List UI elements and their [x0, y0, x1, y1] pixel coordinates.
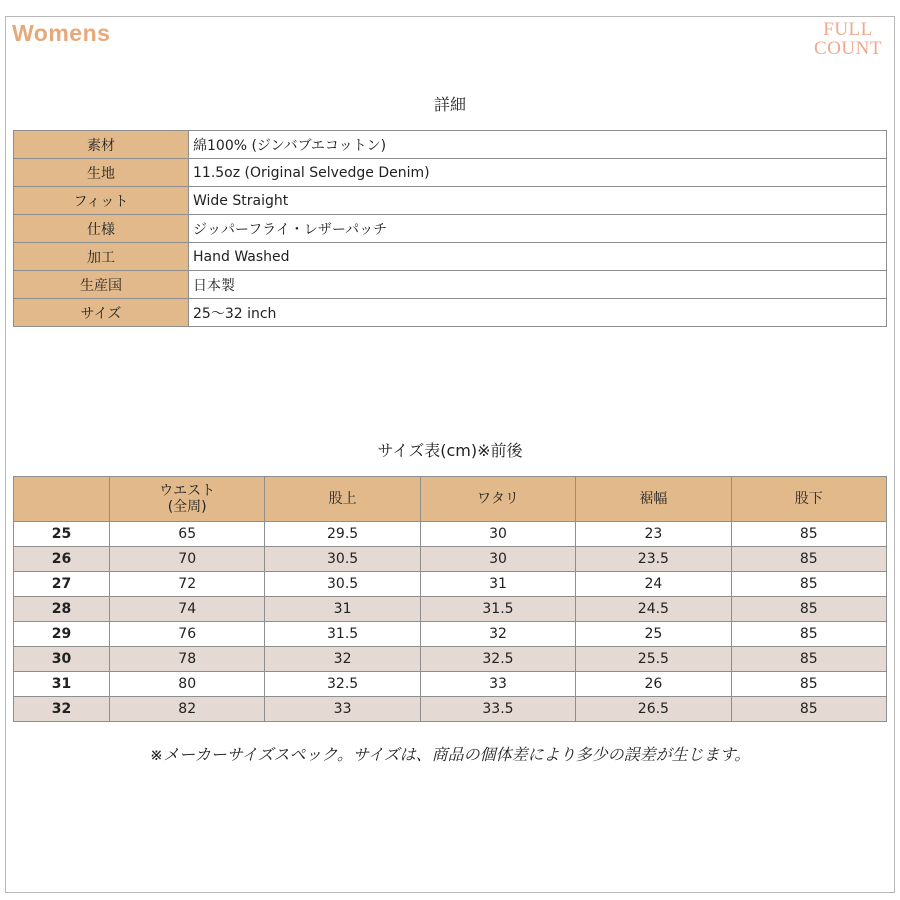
size-value-cell: 24	[576, 572, 731, 597]
details-label: 素材	[14, 131, 189, 159]
header-text-line: 股上	[328, 491, 357, 507]
details-label: 生産国	[14, 271, 189, 299]
size-value-cell: 74	[110, 597, 265, 622]
details-value: 25〜32 inch	[189, 299, 887, 327]
size-table-header-cell	[110, 477, 265, 522]
header-text-line: ウエスト	[159, 483, 216, 499]
size-table-row	[14, 597, 887, 622]
details-row	[14, 159, 887, 187]
logo-line-2: COUNT	[814, 38, 882, 59]
size-value-cell: 30	[420, 547, 575, 572]
size-table-row	[14, 647, 887, 672]
size-value-cell: 24.5	[576, 597, 731, 622]
size-disclaimer-note: ※メーカーサイズスペック。サイズは、商品の個体差により多少の誤差が生じます。	[149, 745, 751, 764]
size-table-row	[14, 672, 887, 697]
size-table-row	[14, 522, 887, 547]
size-table-row	[14, 622, 887, 647]
size-value-cell: 31.5	[265, 622, 420, 647]
size-value-cell: 80	[110, 672, 265, 697]
size-label-cell: 30	[14, 647, 110, 672]
details-row	[14, 187, 887, 215]
size-value-cell: 26	[576, 672, 731, 697]
size-table-header-cell	[576, 477, 731, 522]
logo-line-1: FULL	[823, 19, 873, 40]
details-value: 11.5oz (Original Selvedge Denim)	[189, 159, 887, 187]
size-value-cell: 29.5	[265, 522, 420, 547]
size-value-cell: 31.5	[420, 597, 575, 622]
header-text-line: 裾幅	[639, 491, 668, 507]
details-row	[14, 299, 887, 327]
size-value-cell: 72	[110, 572, 265, 597]
details-row	[14, 271, 887, 299]
size-table-row	[14, 547, 887, 572]
size-label-cell: 31	[14, 672, 110, 697]
details-label: 仕様	[14, 215, 189, 243]
details-value: ジッパーフライ・レザーパッチ	[189, 215, 887, 243]
size-value-cell: 70	[110, 547, 265, 572]
size-value-cell: 82	[110, 697, 265, 722]
size-label-cell: 28	[14, 597, 110, 622]
size-value-cell: 32	[265, 647, 420, 672]
size-label-cell: 29	[14, 622, 110, 647]
size-value-cell: 32	[420, 622, 575, 647]
size-value-cell: 30.5	[265, 572, 420, 597]
size-value-cell: 85	[731, 622, 886, 647]
size-value-cell: 25.5	[576, 647, 731, 672]
size-label-cell: 27	[14, 572, 110, 597]
size-table	[13, 476, 887, 722]
size-value-cell: 78	[110, 647, 265, 672]
size-value-cell: 85	[731, 647, 886, 672]
size-label-cell: 32	[14, 697, 110, 722]
size-table-row	[14, 572, 887, 597]
details-row	[14, 243, 887, 271]
size-value-cell: 30.5	[265, 547, 420, 572]
brand-label: Womens	[12, 20, 111, 46]
size-value-cell: 25	[576, 622, 731, 647]
size-value-cell: 85	[731, 547, 886, 572]
details-label: サイズ	[14, 299, 189, 327]
size-table-header-cell	[14, 477, 110, 522]
size-value-cell: 33	[420, 672, 575, 697]
details-value: 日本製	[189, 271, 887, 299]
size-value-cell: 33	[265, 697, 420, 722]
size-value-cell: 31	[420, 572, 575, 597]
details-table	[13, 130, 887, 327]
size-value-cell: 23.5	[576, 547, 731, 572]
size-value-cell: 30	[420, 522, 575, 547]
size-value-cell: 76	[110, 622, 265, 647]
size-table-header-cell	[265, 477, 420, 522]
header-text-line: ワタリ	[477, 491, 519, 507]
size-label-cell: 26	[14, 547, 110, 572]
header-text-line: 股下	[794, 491, 823, 507]
details-heading: 詳細	[433, 95, 466, 114]
size-value-cell: 32.5	[265, 672, 420, 697]
size-table-heading: サイズ表(cm)※前後	[377, 441, 523, 460]
size-value-cell: 85	[731, 672, 886, 697]
size-value-cell: 31	[265, 597, 420, 622]
size-label-cell: 25	[14, 522, 110, 547]
details-value: Wide Straight	[189, 187, 887, 215]
details-value: 綿100% (ジンバブエコットン)	[189, 131, 887, 159]
full-count-logo	[808, 20, 888, 58]
details-value: Hand Washed	[189, 243, 887, 271]
size-value-cell: 33.5	[420, 697, 575, 722]
size-value-cell: 85	[731, 522, 886, 547]
details-label: 生地	[14, 159, 189, 187]
size-table-row	[14, 697, 887, 722]
details-row	[14, 215, 887, 243]
size-value-cell: 85	[731, 572, 886, 597]
header-text-line: (全周)	[167, 499, 207, 515]
size-value-cell: 32.5	[420, 647, 575, 672]
details-label: フィット	[14, 187, 189, 215]
size-table-header-row	[14, 477, 887, 522]
size-table-header-cell	[420, 477, 575, 522]
size-value-cell: 65	[110, 522, 265, 547]
details-row	[14, 131, 887, 159]
size-table-header-cell	[731, 477, 886, 522]
size-value-cell: 85	[731, 697, 886, 722]
size-value-cell: 23	[576, 522, 731, 547]
size-value-cell: 85	[731, 597, 886, 622]
size-value-cell: 26.5	[576, 697, 731, 722]
details-label: 加工	[14, 243, 189, 271]
